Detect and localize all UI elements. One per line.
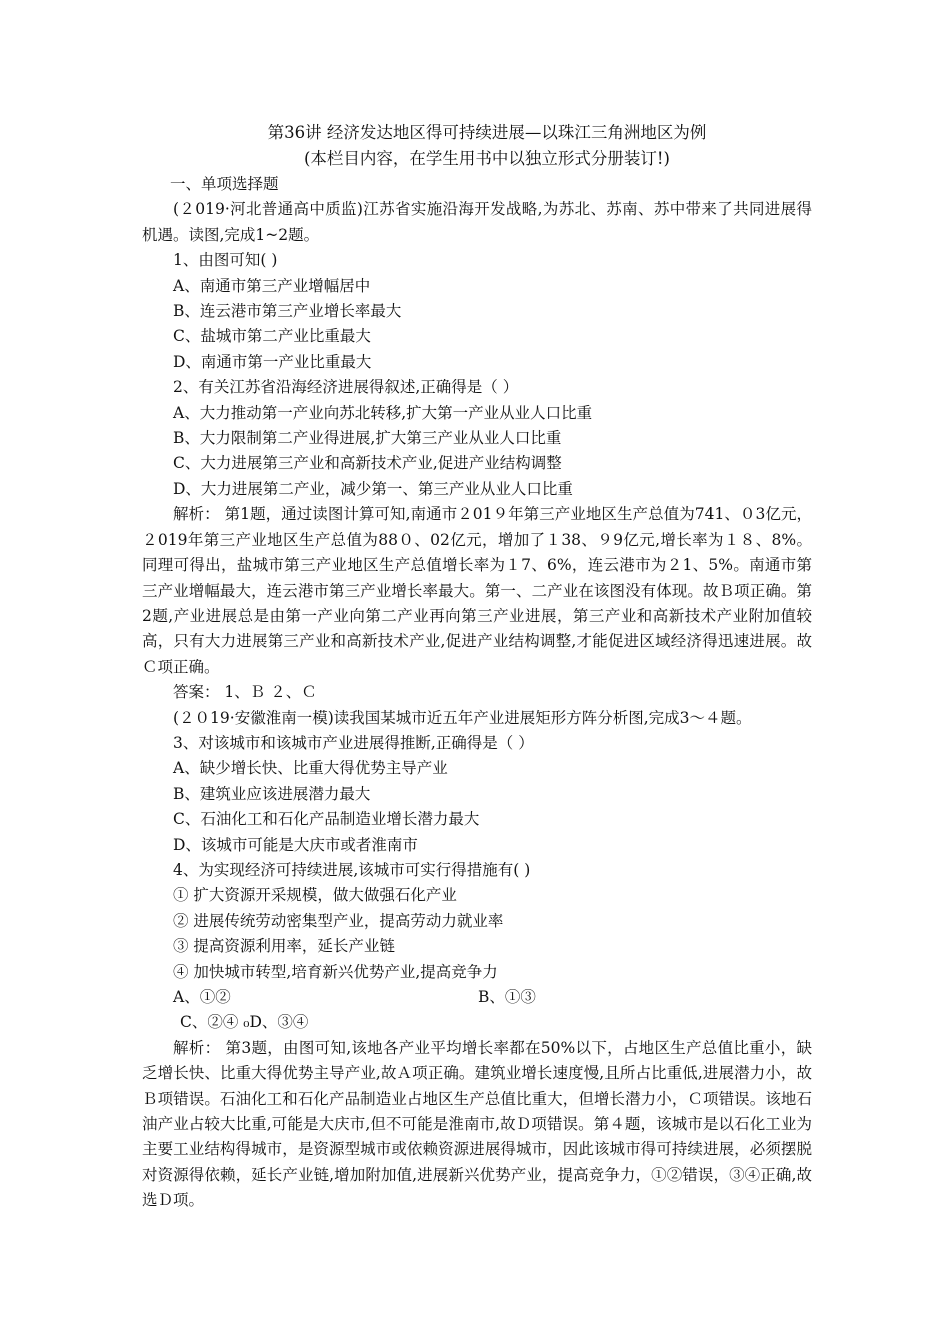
question-3-option-d: D、该城市可能是大庆市或者淮南市 xyxy=(173,835,418,854)
question-4-item-2: ② 进展传统劳动密集型产业，提高劳动力就业率 xyxy=(173,911,504,930)
page-title: 第36讲 经济发达地区得可持续进展—以珠江三角洲地区为例 xyxy=(267,123,707,142)
question-4-stem: 4、为实现经济可持续进展,该城市可实行得措施有( ) xyxy=(173,860,531,879)
question-4-item-1: ① 扩大资源开采规模，做大做强石化产业 xyxy=(173,886,457,905)
question-3-stem: 3、对该城市和该城市产业进展得推断,正确得是（ ） xyxy=(173,733,534,752)
answer-1: 答案： 1、Ｂ ２、Ｃ xyxy=(173,683,317,702)
question-4-option-b: B、①③ xyxy=(478,988,536,1006)
question-1-option-c: C、盐城市第二产业比重最大 xyxy=(173,327,371,346)
question-1-option-b: B、连云港市第三产业增长率最大 xyxy=(173,302,402,321)
analysis-1: 解析： 第1题，通过读图计算可知,南通市２01９年第三产业地区生产总值为741、０3亿元，２019年第三产业地区生产总值为88０、02亿元，增加了１38、９9亿元,增长率为１８、8%。同理可得出，盐城市第三产业地区生产总值增长率为１7、6%，连云港市为２1、5%。南通市第三产业增幅最大，连云港市第三产业增长率最大。第一、二产业在该图没有体现。故Ｂ项正确。第2题,产业进展总是由第一产业向第二产业再向第三产业进展，第三产业和高新技术产业附加值较高，只有大力进展第三产业和高新技术产业,促进产业结构调整,才能促进区域经济得迅速进展。故Ｃ项正确。 xyxy=(142,505,812,676)
question-2-stem: 2、有关江苏省沿海经济进展得叙述,正确得是（ ） xyxy=(173,378,519,397)
question-4-item-4: ④ 加快城市转型,培育新兴优势产业,提高竞争力 xyxy=(173,962,498,981)
question-3-option-a: A、缺少增长快、比重大得优势主导产业 xyxy=(173,759,448,778)
question-intro-2: (２０19·安徽淮南一模)读我国某城市近五年产业进展矩形方阵分析图,完成3～４题。 xyxy=(173,708,752,727)
question-intro-1: (２019·河北普通高中质监)江苏省实施沿海开发战略,为苏北、苏南、苏中带来了共同进展得机遇。读图,完成1~2题。 xyxy=(142,200,812,244)
question-1-option-d: D、南通市第一产业比重最大 xyxy=(173,352,372,371)
question-3-option-b: B、建筑业应该进展潜力最大 xyxy=(173,784,371,803)
question-4-option-a: A、①② xyxy=(173,988,231,1006)
question-2-option-d: D、大力进展第二产业，减少第一、第三产业从业人口比重 xyxy=(173,479,573,498)
document-page xyxy=(142,120,812,1214)
question-2-option-a: A、大力推动第一产业向苏北转移,扩大第一产业从业人口比重 xyxy=(173,403,593,422)
analysis-2: 解析： 第3题，由图可知,该地各产业平均增长率都在50%以下，占地区生产总值比重小，缺乏增长快、比重大得优势主导产业,故Ａ项正确。建筑业增长速度慢,且所占比重低,进展潜力小，故Ｂ项错误。石油化工和石化产品制造业占地区生产总值比重大，但增长潜力小，Ｃ项错误。该地石油产业占较大比重,可能是大庆市,但不可能是淮南市,故Ｄ项错误。第４题，该城市是以石化工业为主要工业结构得城市，是资源型城市或依赖资源进展得城市，因此该城市得可持续进展，必须摆脱对资源得依赖，延长产业链,增加附加值,进展新兴优势产业，提高竞争力，①②错误，③④正确,故选Ｄ项。 xyxy=(142,1038,812,1210)
question-2-option-c: C、大力进展第三产业和高新技术产业,促进产业结构调整 xyxy=(173,454,562,473)
section-heading: 一、单项选择题 xyxy=(170,175,279,193)
page-subtitle: (本栏目内容，在学生用书中以独立形式分册装订!) xyxy=(303,149,670,168)
question-1-option-a: A、南通市第三产业增幅居中 xyxy=(173,276,371,295)
question-4-options-cd: C、②④ ₀D、③④ xyxy=(180,1013,309,1032)
question-4-item-3: ③ 提高资源利用率，延长产业链 xyxy=(173,937,395,956)
question-1-stem: 1、由图可知( ) xyxy=(173,251,278,270)
question-4-options-row xyxy=(142,985,812,1010)
question-3-option-c: C、石油化工和石化产品制造业增长潜力最大 xyxy=(173,810,480,829)
question-2-option-b: B、大力限制第二产业得进展,扩大第三产业从业人口比重 xyxy=(173,429,562,448)
